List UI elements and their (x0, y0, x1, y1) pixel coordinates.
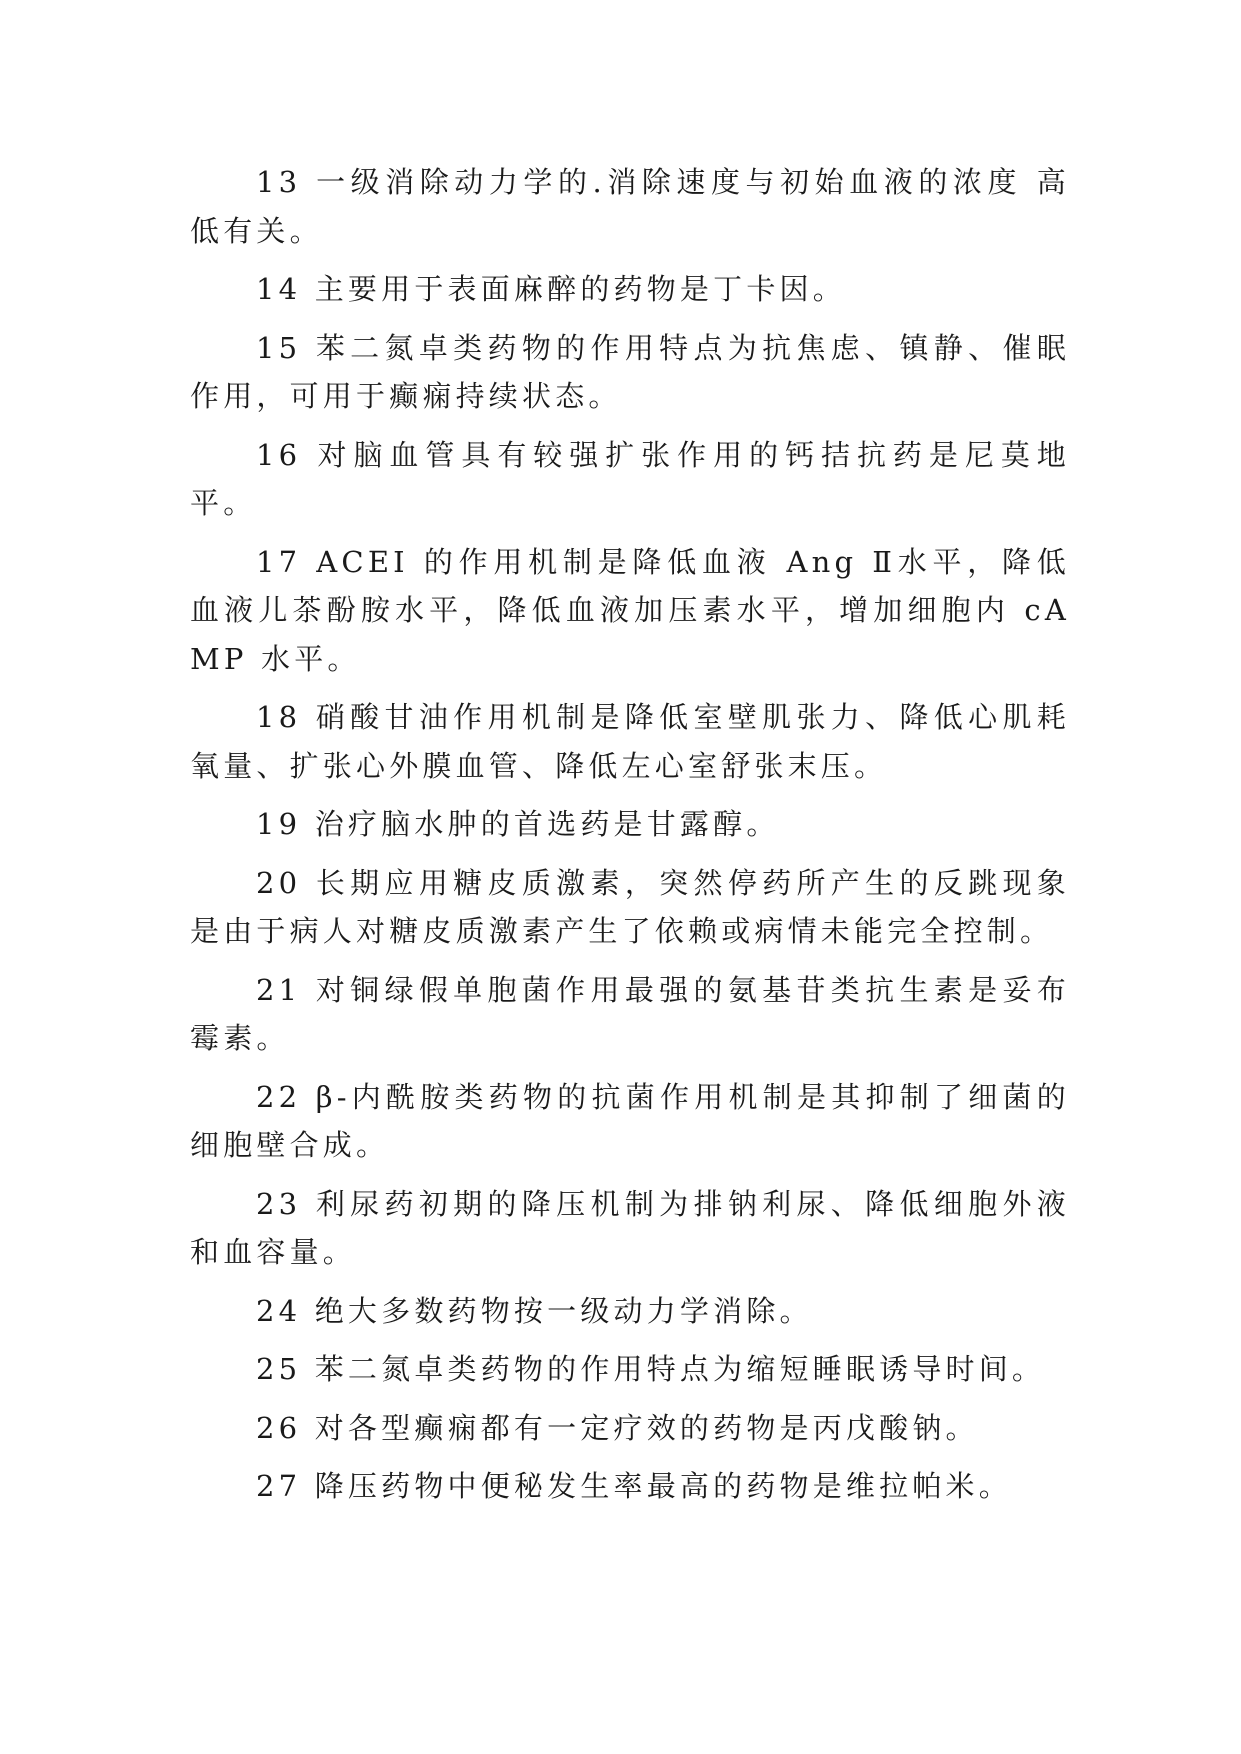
paragraph-24: 24 绝大多数药物按一级动力学消除。 (256, 1293, 813, 1328)
paragraph-26: 26 对各型癫痫都有一定疗效的药物是丙戊酸钠。 (256, 1410, 979, 1445)
paragraph-21: 21 对铜绿假单胞菌作用最强的氨基苷类抗生素是妥布霉素。 (190, 972, 1070, 1055)
document-body (190, 158, 1070, 1521)
paragraph-23: 23 利尿药初期的降压机制为排钠利尿、降低细胞外液和血容量。 (190, 1186, 1070, 1269)
paragraph-18: 18 硝酸甘油作用机制是降低室壁肌张力、降低心肌耗氧量、扩张心外膜血管、降低左心室舒张末压。 (190, 700, 1070, 783)
paragraph-16: 16 对脑血管具有较强扩张作用的钙拮抗药是尼莫地平。 (190, 437, 1070, 520)
paragraph-19: 19 治疗脑水肿的首选药是甘露醇。 (256, 807, 780, 841)
paragraph-22: 22 β-内酰胺类药物的抗菌作用机制是其抑制了细菌的细胞壁合成。 (190, 1079, 1070, 1162)
paragraph-20: 20 长期应用糖皮质激素，突然停药所产生的反跳现象是由于病人对糖皮质激素产生了依赖或病情未能完全控制。 (190, 865, 1070, 948)
paragraph-17: 17 ACEI 的作用机制是降低血液 Ang Ⅱ水平，降低血液儿茶酚胺水平，降低血液加压素水平，增加细胞内 cAMP 水平。 (190, 544, 1070, 676)
paragraph-25: 25 苯二氮卓类药物的作用特点为缩短睡眠诱导时间。 (256, 1352, 1046, 1386)
paragraph-27: 27 降压药物中便秘发生率最高的药物是维拉帕米。 (256, 1469, 1012, 1503)
paragraph-15: 15 苯二氮卓类药物的作用特点为抗焦虑、镇静、催眠作用，可用于癫痫持续状态。 (190, 330, 1070, 413)
paragraph-14: 14 主要用于表面麻醉的药物是丁卡因。 (256, 272, 846, 306)
paragraph-13: 13 一级消除动力学的.消除速度与初始血液的浓度 高低有关。 (190, 165, 1070, 248)
